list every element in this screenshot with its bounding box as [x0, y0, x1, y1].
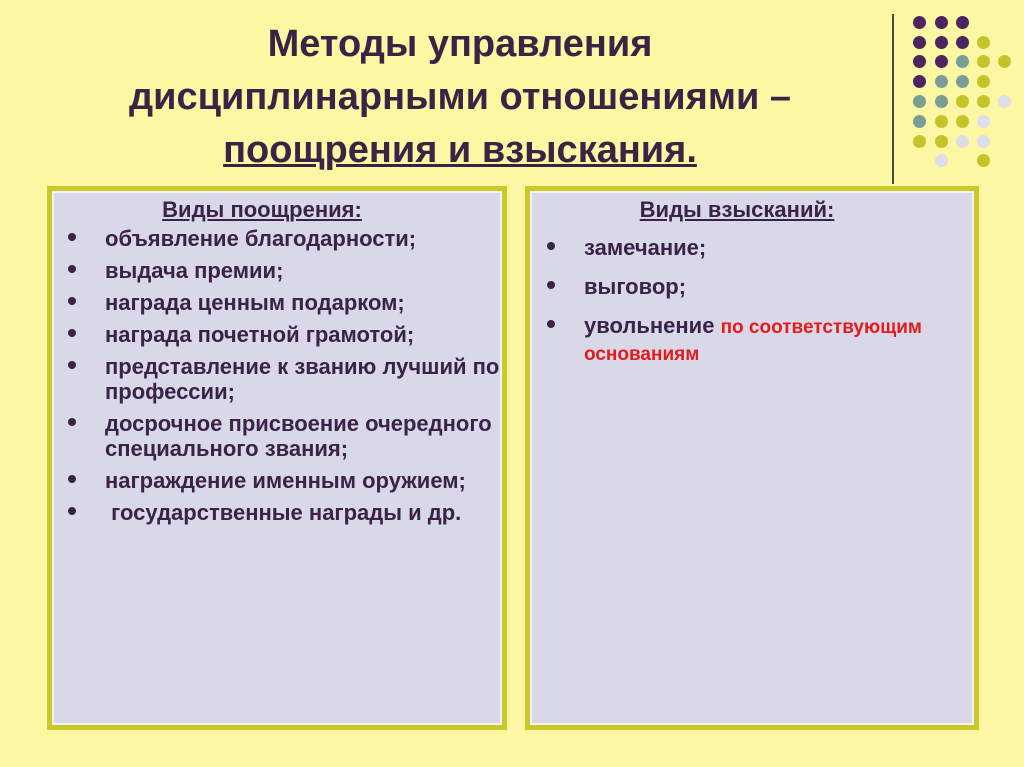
bullet-icon — [68, 418, 76, 426]
dot-icon — [977, 95, 990, 108]
dismissal-grounds-note: по соответствующим основаниям — [584, 317, 922, 365]
dot-icon — [913, 16, 926, 29]
bullet-icon — [68, 507, 76, 515]
dot-icon — [977, 154, 990, 167]
dot-icon — [998, 55, 1011, 68]
list-item: выговор; — [584, 274, 974, 299]
list-item: награждение именным оружием; — [105, 468, 505, 493]
dot-icon — [956, 135, 969, 148]
list-item: выдача премии; — [105, 258, 505, 283]
dot-icon — [956, 16, 969, 29]
dot-icon — [935, 75, 948, 88]
dot-icon — [956, 36, 969, 49]
dot-icon — [913, 95, 926, 108]
dot-icon — [935, 95, 948, 108]
bullet-icon — [68, 475, 76, 483]
dot-icon — [977, 75, 990, 88]
penalties-panel — [525, 186, 979, 730]
encouragements-heading: Виды поощрения: — [162, 197, 362, 222]
decorative-divider — [892, 14, 894, 184]
dot-icon — [956, 75, 969, 88]
dot-icon — [977, 55, 990, 68]
slide-title — [60, 18, 860, 177]
bullet-icon — [68, 361, 76, 369]
dot-icon — [935, 55, 948, 68]
bullet-icon — [68, 329, 76, 337]
title-line-1: Методы управления — [267, 23, 653, 65]
dot-icon — [977, 36, 990, 49]
list-item: досрочное присвоение очередного специального звания; — [105, 411, 505, 461]
dot-icon — [956, 115, 969, 128]
dot-icon — [913, 75, 926, 88]
dot-icon — [935, 36, 948, 49]
encouragements-panel — [47, 186, 507, 730]
bullet-icon — [68, 297, 76, 305]
list-item: государственные награды и др. — [105, 500, 505, 525]
list-item: представление к званию лучший по профессии; — [105, 354, 505, 404]
dot-icon — [956, 95, 969, 108]
dot-icon — [935, 115, 948, 128]
bullet-icon — [68, 233, 76, 241]
dot-icon — [913, 55, 926, 68]
title-line-3: поощрения и взыскания. — [223, 129, 697, 171]
decorative-dot-grid — [906, 12, 1016, 172]
dot-icon — [935, 16, 948, 29]
bullet-icon — [547, 281, 555, 289]
penalties-heading: Виды взысканий: — [639, 197, 835, 222]
dot-icon — [977, 115, 990, 128]
dot-icon — [913, 36, 926, 49]
list-item: награда ценным подарком; — [105, 290, 505, 315]
list-item: увольнение по соответствующим основаниям — [584, 313, 974, 367]
encouragements-list — [105, 226, 505, 525]
dot-icon — [935, 135, 948, 148]
bullet-icon — [547, 242, 555, 250]
list-item: награда почетной грамотой; — [105, 322, 505, 347]
dot-icon — [935, 154, 948, 167]
dot-icon — [913, 115, 926, 128]
title-line-2: дисциплинарными отношениями – — [128, 76, 791, 118]
list-item: замечание; — [584, 235, 974, 260]
penalties-list — [584, 235, 974, 367]
list-item: объявление благодарности; — [105, 226, 505, 251]
dot-icon — [998, 95, 1011, 108]
dot-icon — [913, 135, 926, 148]
dot-icon — [977, 135, 990, 148]
bullet-icon — [68, 265, 76, 273]
bullet-icon — [547, 320, 555, 328]
dot-icon — [956, 55, 969, 68]
